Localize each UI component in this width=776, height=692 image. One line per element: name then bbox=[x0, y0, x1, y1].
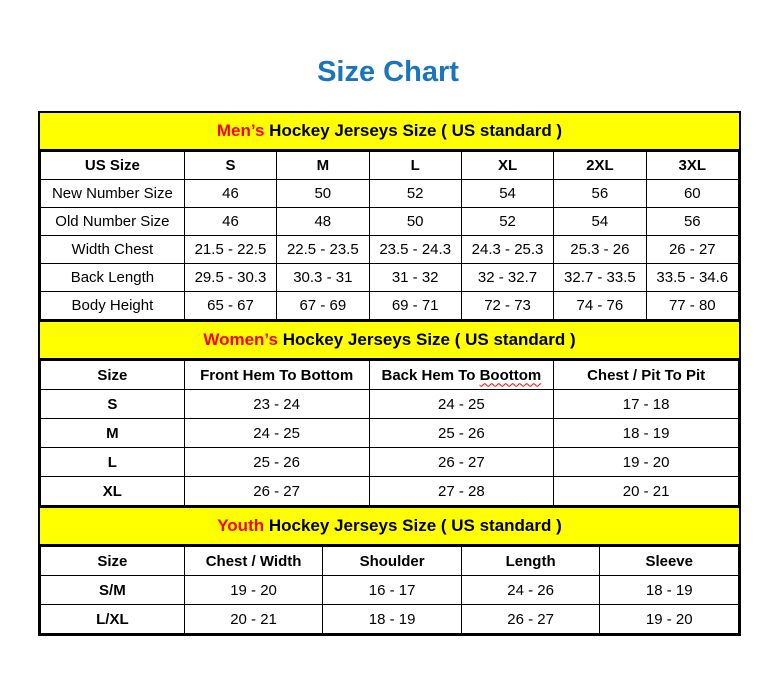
cell: 52 bbox=[461, 208, 553, 236]
youth-section-title-rest: Hockey Jerseys Size ( US standard ) bbox=[268, 516, 562, 535]
row-label: Back Length bbox=[41, 264, 185, 292]
mens-section-title-rest: Hockey Jerseys Size ( US standard ) bbox=[269, 121, 563, 140]
row-label: Body Height bbox=[41, 292, 185, 320]
cell: 24 - 25 bbox=[369, 390, 554, 419]
cell: 60 bbox=[646, 180, 738, 208]
mens-header-row bbox=[41, 152, 739, 180]
cell: 26 - 27 bbox=[646, 236, 738, 264]
cell: 27 - 28 bbox=[369, 477, 554, 506]
column-header-misspelled bbox=[369, 361, 554, 390]
womens-section-header bbox=[40, 320, 739, 360]
spellcheck-squiggle-word: Boottom bbox=[479, 366, 542, 384]
cell: 48 bbox=[277, 208, 369, 236]
column-header: XL bbox=[461, 152, 553, 180]
table-row bbox=[41, 448, 739, 477]
womens-size-table bbox=[40, 360, 739, 506]
cell: 30.3 - 31 bbox=[277, 264, 369, 292]
page-title: Size Chart bbox=[317, 56, 459, 88]
cell: 24.3 - 25.3 bbox=[461, 236, 553, 264]
cell: 19 - 20 bbox=[554, 448, 739, 477]
cell: 56 bbox=[646, 208, 738, 236]
cell: 54 bbox=[461, 180, 553, 208]
table-row bbox=[41, 477, 739, 506]
table-row bbox=[41, 419, 739, 448]
cell: 32 - 32.7 bbox=[461, 264, 553, 292]
womens-section-title-rest: Hockey Jerseys Size ( US standard ) bbox=[282, 330, 576, 349]
row-label: L/XL bbox=[41, 605, 185, 634]
cell: 72 - 73 bbox=[461, 292, 553, 320]
cell: 22.5 - 23.5 bbox=[277, 236, 369, 264]
cell: 25 - 26 bbox=[184, 448, 369, 477]
table-row bbox=[41, 576, 739, 605]
mens-section-accent: Men’s bbox=[216, 121, 265, 140]
cell: 52 bbox=[369, 180, 461, 208]
cell: 24 - 26 bbox=[461, 576, 600, 605]
table-row bbox=[41, 208, 739, 236]
cell: 25 - 26 bbox=[369, 419, 554, 448]
column-header: 3XL bbox=[646, 152, 738, 180]
cell: 24 - 25 bbox=[184, 419, 369, 448]
row-label: Width Chest bbox=[41, 236, 185, 264]
youth-size-table bbox=[40, 546, 739, 634]
youth-header-row bbox=[41, 547, 739, 576]
row-label: S bbox=[41, 390, 185, 419]
column-header: Chest / Pit To Pit bbox=[554, 361, 739, 390]
cell: 20 - 21 bbox=[554, 477, 739, 506]
row-label: L bbox=[41, 448, 185, 477]
cell: 65 - 67 bbox=[184, 292, 276, 320]
column-header: US Size bbox=[41, 152, 185, 180]
row-label: New Number Size bbox=[41, 180, 185, 208]
table-row bbox=[41, 292, 739, 320]
column-header: M bbox=[277, 152, 369, 180]
column-header-text: Back Hem To bbox=[381, 366, 476, 384]
row-label: XL bbox=[41, 477, 185, 506]
column-header: Size bbox=[41, 361, 185, 390]
youth-section-header bbox=[40, 506, 739, 546]
column-header: 2XL bbox=[554, 152, 646, 180]
cell: 26 - 27 bbox=[461, 605, 600, 634]
cell: 18 - 19 bbox=[323, 605, 462, 634]
cell: 67 - 69 bbox=[277, 292, 369, 320]
mens-section-header bbox=[40, 113, 739, 151]
table-row bbox=[41, 264, 739, 292]
womens-section-accent: Women’s bbox=[203, 330, 278, 349]
table-row bbox=[41, 390, 739, 419]
column-header: Chest / Width bbox=[184, 547, 323, 576]
column-header: Shoulder bbox=[323, 547, 462, 576]
cell: 26 - 27 bbox=[184, 477, 369, 506]
cell: 74 - 76 bbox=[554, 292, 646, 320]
cell: 46 bbox=[184, 208, 276, 236]
cell: 46 bbox=[184, 180, 276, 208]
column-header: Length bbox=[461, 547, 600, 576]
cell: 18 - 19 bbox=[554, 419, 739, 448]
table-row bbox=[41, 236, 739, 264]
cell: 19 - 20 bbox=[184, 576, 323, 605]
cell: 69 - 71 bbox=[369, 292, 461, 320]
cell: 20 - 21 bbox=[184, 605, 323, 634]
mens-size-table bbox=[40, 151, 739, 320]
youth-section-accent: Youth bbox=[217, 516, 265, 535]
table-row bbox=[41, 180, 739, 208]
column-header: Front Hem To Bottom bbox=[184, 361, 369, 390]
column-header: L bbox=[369, 152, 461, 180]
cell: 29.5 - 30.3 bbox=[184, 264, 276, 292]
cell: 23 - 24 bbox=[184, 390, 369, 419]
cell: 50 bbox=[369, 208, 461, 236]
cell: 26 - 27 bbox=[369, 448, 554, 477]
cell: 23.5 - 24.3 bbox=[369, 236, 461, 264]
cell: 25.3 - 26 bbox=[554, 236, 646, 264]
column-header: Sleeve bbox=[600, 547, 739, 576]
cell: 19 - 20 bbox=[600, 605, 739, 634]
row-label: S/M bbox=[41, 576, 185, 605]
cell: 16 - 17 bbox=[323, 576, 462, 605]
column-header: Size bbox=[41, 547, 185, 576]
cell: 21.5 - 22.5 bbox=[184, 236, 276, 264]
cell: 18 - 19 bbox=[600, 576, 739, 605]
size-chart-container bbox=[38, 111, 741, 636]
womens-header-row bbox=[41, 361, 739, 390]
table-row bbox=[41, 605, 739, 634]
column-header: S bbox=[184, 152, 276, 180]
cell: 17 - 18 bbox=[554, 390, 739, 419]
row-label: Old Number Size bbox=[41, 208, 185, 236]
cell: 56 bbox=[554, 180, 646, 208]
cell: 54 bbox=[554, 208, 646, 236]
cell: 77 - 80 bbox=[646, 292, 738, 320]
row-label: M bbox=[41, 419, 185, 448]
cell: 32.7 - 33.5 bbox=[554, 264, 646, 292]
cell: 50 bbox=[277, 180, 369, 208]
cell: 31 - 32 bbox=[369, 264, 461, 292]
cell: 33.5 - 34.6 bbox=[646, 264, 738, 292]
